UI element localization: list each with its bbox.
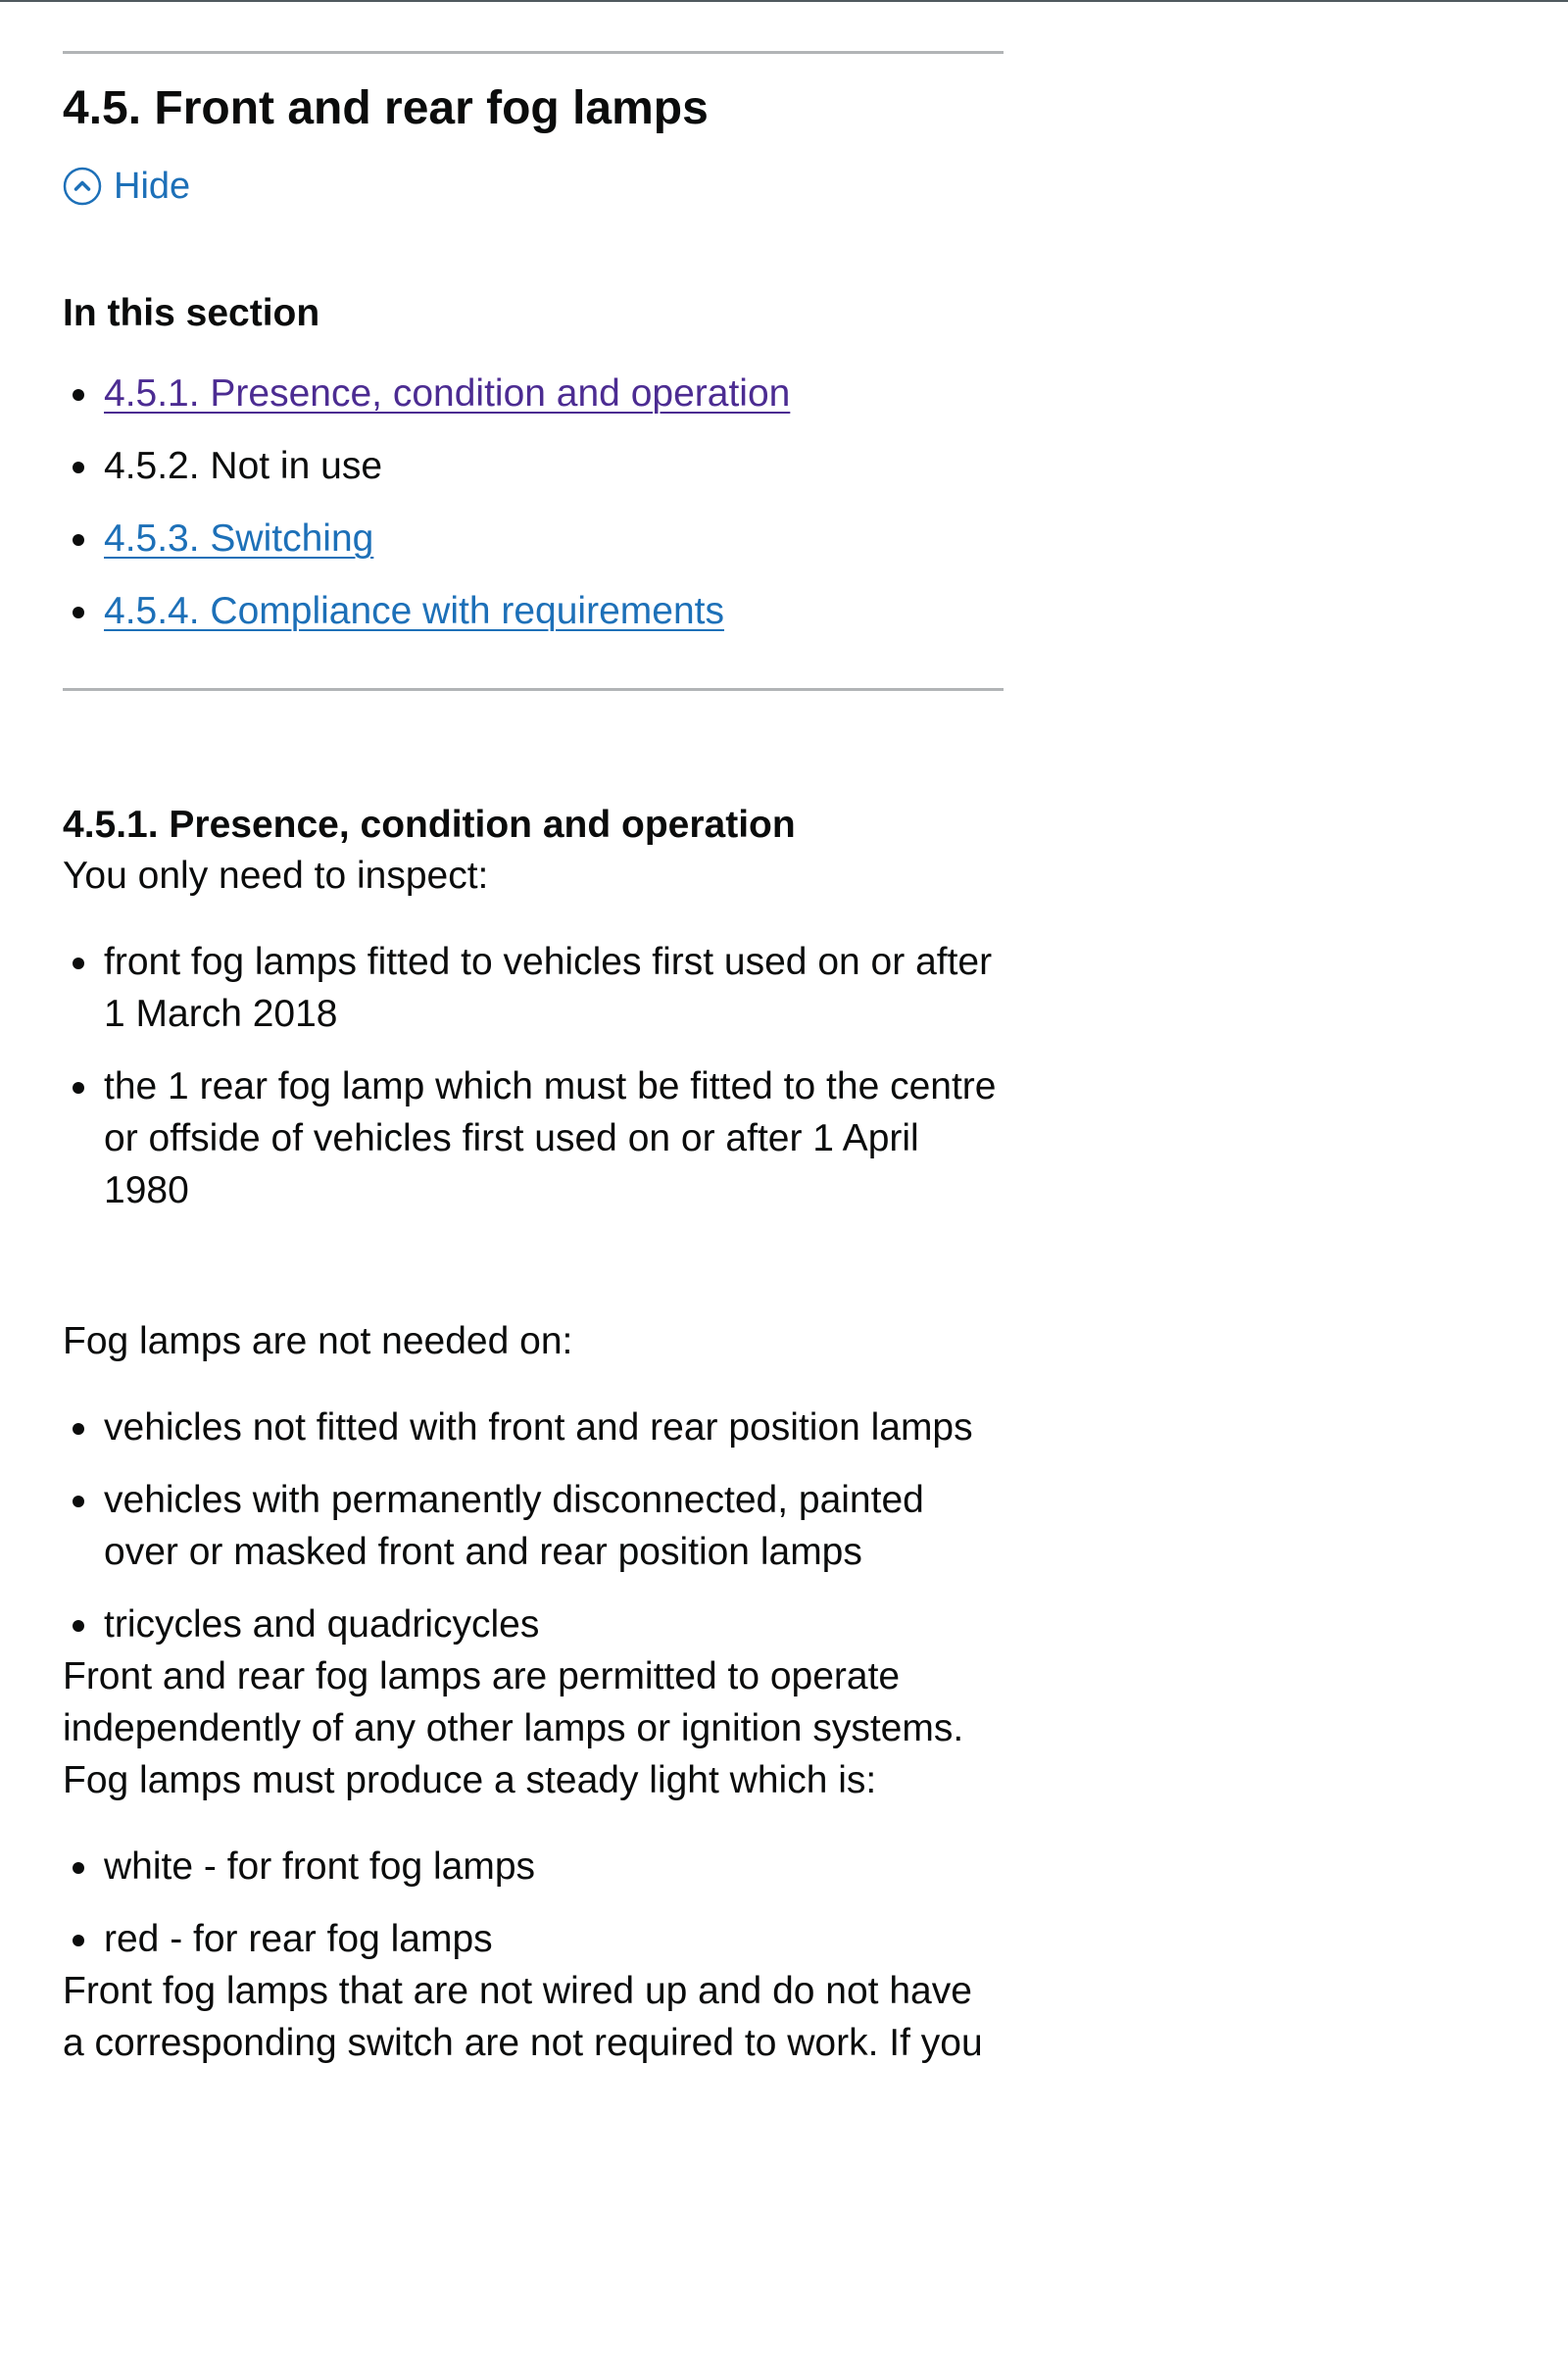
section-divider-top	[63, 51, 1004, 54]
section-divider-bottom	[63, 688, 1004, 691]
list-item: front fog lamps fitted to vehicles first used on or after 1 March 2018	[63, 936, 1004, 1040]
hide-toggle-label: Hide	[114, 166, 191, 207]
toc-link-presence-condition-operation[interactable]: 4.5.1. Presence, condition and operation	[104, 372, 791, 415]
main-content	[63, 51, 1004, 2069]
inspect-intro: You only need to inspect:	[63, 855, 489, 897]
top-border	[0, 0, 1568, 2]
list-item: white - for front fog lamps	[63, 1841, 1004, 1893]
list-item: vehicles with permanently disconnected, painted over or masked front and rear position lamps	[63, 1474, 1004, 1578]
subsection-heading: 4.5.1. Presence, condition and operation	[63, 804, 796, 846]
toc-text-not-in-use: 4.5.2. Not in use	[104, 445, 383, 487]
steady-light-intro: Fog lamps must produce a steady light which is:	[63, 1759, 877, 1801]
not-needed-list	[63, 1401, 1004, 1650]
list-item: tricycles and quadricycles	[63, 1598, 1004, 1650]
list-item: red - for rear fog lamps	[63, 1913, 1004, 1965]
toc-link-switching[interactable]: 4.5.3. Switching	[104, 517, 374, 560]
hide-toggle-button[interactable]	[63, 162, 190, 211]
light-colour-list	[63, 1841, 1004, 1965]
inspect-list	[63, 936, 1004, 1216]
toc-item	[63, 440, 1004, 492]
front-fog-paragraph: Front fog lamps that are not wired up and do not have a corresponding switch are not required to work. If you	[63, 1970, 983, 2064]
spacer	[63, 1216, 1004, 1315]
not-needed-intro: Fog lamps are not needed on:	[63, 1320, 573, 1362]
toc-item	[63, 585, 1004, 637]
list-item: the 1 rear fog lamp which must be fitted to the centre or offside of vehicles first used on or after 1 April 1980	[63, 1060, 1004, 1216]
section-title: 4.5. Front and rear fog lamps	[63, 82, 709, 134]
section-contents-list	[63, 368, 1004, 637]
toc-link-compliance[interactable]: 4.5.4. Compliance with requirements	[104, 590, 724, 632]
independent-paragraph: Front and rear fog lamps are permitted to operate independently of any other lamps or ignition systems.	[63, 1655, 964, 1749]
toc-item	[63, 513, 1004, 565]
chevron-up-circle-icon	[63, 167, 102, 206]
in-this-section-heading: In this section	[63, 292, 320, 334]
list-item: vehicles not fitted with front and rear position lamps	[63, 1401, 1004, 1453]
toc-item	[63, 368, 1004, 419]
